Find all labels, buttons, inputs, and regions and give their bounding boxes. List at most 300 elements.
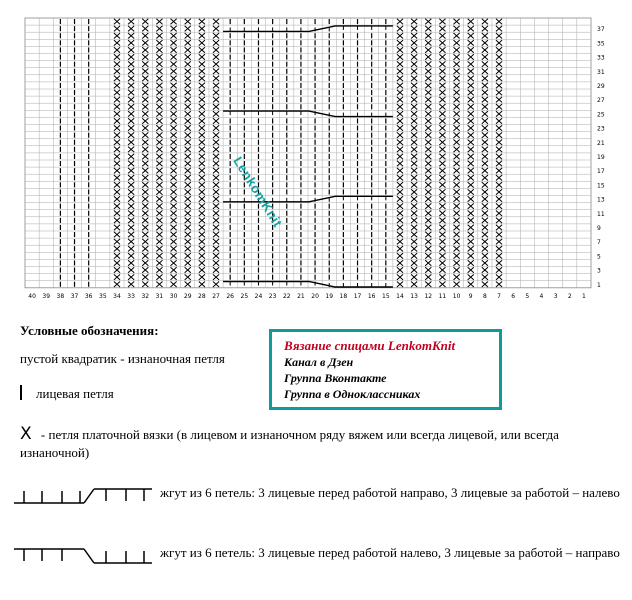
garter-stitch xyxy=(185,154,191,160)
column-number: 2 xyxy=(567,292,572,300)
garter-stitch xyxy=(171,218,177,224)
garter-stitch xyxy=(454,211,460,217)
garter-stitch xyxy=(482,54,488,60)
garter-stitch xyxy=(397,33,403,39)
garter-stitch xyxy=(171,274,177,280)
garter-stitch xyxy=(454,253,460,259)
garter-stitch xyxy=(185,61,191,67)
garter-stitch xyxy=(425,33,431,39)
garter-stitch xyxy=(114,182,120,188)
garter-stitch xyxy=(482,154,488,160)
garter-stitch xyxy=(128,274,134,280)
garter-stitch xyxy=(425,274,431,280)
garter-stitch xyxy=(156,260,162,266)
garter-stitch xyxy=(425,26,431,32)
garter-stitch xyxy=(185,182,191,188)
column-number: 24 xyxy=(254,292,263,300)
garter-stitch xyxy=(199,239,205,245)
garter-stitch xyxy=(156,147,162,153)
garter-stitch xyxy=(425,61,431,67)
garter-stitch xyxy=(482,260,488,266)
garter-stitch xyxy=(411,260,417,266)
garter-stitch xyxy=(468,246,474,252)
garter-stitch xyxy=(114,154,120,160)
garter-stitch xyxy=(185,83,191,89)
garter-stitch xyxy=(171,196,177,202)
garter-stitch xyxy=(142,260,148,266)
garter-stitch xyxy=(439,182,445,188)
garter-stitch xyxy=(397,274,403,280)
garter-stitch xyxy=(425,260,431,266)
garter-stitch xyxy=(482,118,488,124)
garter-stitch xyxy=(397,147,403,153)
legend-knit-text: лицевая петля xyxy=(36,386,114,401)
garter-stitch xyxy=(156,111,162,117)
garter-stitch xyxy=(156,140,162,146)
garter-stitch xyxy=(142,225,148,231)
garter-stitch xyxy=(496,154,502,160)
garter-stitch xyxy=(496,189,502,195)
column-number: 31 xyxy=(155,292,164,300)
garter-stitch xyxy=(185,54,191,60)
garter-stitch xyxy=(425,54,431,60)
garter-stitch xyxy=(185,246,191,252)
garter-stitch xyxy=(439,40,445,46)
garter-stitch xyxy=(142,154,148,160)
garter-stitch xyxy=(156,83,162,89)
info-box-title: Вязание спицами LenkomKnit xyxy=(284,338,456,353)
garter-stitch xyxy=(199,196,205,202)
garter-stitch xyxy=(171,232,177,238)
garter-stitch xyxy=(482,203,488,209)
garter-stitch xyxy=(213,76,219,82)
garter-stitch xyxy=(171,147,177,153)
garter-stitch xyxy=(171,111,177,117)
garter-stitch xyxy=(454,47,460,53)
garter-stitch xyxy=(199,132,205,138)
garter-stitch xyxy=(397,69,403,75)
garter-stitch xyxy=(411,211,417,217)
legend-cable-right-text: жгут из 6 петель: 3 лицевые перед работой направо, 3 лицевые за работой – налево xyxy=(160,485,620,500)
garter-stitch xyxy=(496,54,502,60)
garter-stitch xyxy=(156,232,162,238)
garter-stitch xyxy=(213,111,219,117)
garter-stitch xyxy=(142,140,148,146)
garter-stitch xyxy=(185,225,191,231)
garter-stitch xyxy=(142,76,148,82)
garter-stitch xyxy=(185,189,191,195)
garter-stitch xyxy=(482,104,488,110)
garter-stitch xyxy=(439,104,445,110)
garter-stitch xyxy=(454,168,460,174)
garter-stitch xyxy=(142,125,148,131)
garter-stitch xyxy=(171,161,177,167)
garter-stitch xyxy=(114,218,120,224)
garter-stitch xyxy=(439,175,445,181)
garter-stitch xyxy=(482,69,488,75)
garter-stitch xyxy=(114,260,120,266)
garter-stitch xyxy=(439,253,445,259)
garter-stitch xyxy=(171,203,177,209)
garter-stitch xyxy=(496,218,502,224)
garter-stitch xyxy=(411,97,417,103)
garter-stitch xyxy=(199,61,205,67)
garter-stitch xyxy=(468,26,474,32)
garter-stitch xyxy=(213,140,219,146)
info-box-line[interactable]: Группа в Одноклассниках xyxy=(284,387,421,401)
garter-stitch xyxy=(425,154,431,160)
garter-stitch xyxy=(156,125,162,131)
info-box-line[interactable]: Канал в Дзен xyxy=(284,355,354,369)
garter-stitch xyxy=(482,76,488,82)
garter-stitch xyxy=(128,218,134,224)
garter-stitch xyxy=(468,232,474,238)
garter-stitch xyxy=(128,26,134,32)
column-number: 26 xyxy=(226,292,234,300)
garter-stitch xyxy=(496,40,502,46)
column-number: 40 xyxy=(28,292,36,300)
garter-stitch xyxy=(185,140,191,146)
column-number: 36 xyxy=(84,292,93,300)
garter-stitch xyxy=(496,118,502,124)
garter-stitch xyxy=(128,111,134,117)
garter-stitch xyxy=(425,267,431,273)
garter-stitch xyxy=(468,260,474,266)
column-number: 38 xyxy=(56,292,65,300)
garter-stitch xyxy=(454,282,460,288)
row-number: 7 xyxy=(597,239,601,247)
garter-stitch xyxy=(397,260,403,266)
garter-stitch xyxy=(454,189,460,195)
garter-stitch xyxy=(439,61,445,67)
garter-stitch xyxy=(468,118,474,124)
garter-stitch xyxy=(142,282,148,288)
garter-stitch xyxy=(397,161,403,167)
garter-stitch xyxy=(482,218,488,224)
garter-stitch xyxy=(411,246,417,252)
garter-stitch xyxy=(411,47,417,53)
garter-stitch xyxy=(142,54,148,60)
garter-stitch xyxy=(439,69,445,75)
row-number: 5 xyxy=(597,253,601,261)
garter-stitch xyxy=(439,282,445,288)
garter-stitch xyxy=(482,182,488,188)
garter-stitch xyxy=(468,189,474,195)
garter-stitch xyxy=(156,225,162,231)
garter-stitch xyxy=(468,168,474,174)
garter-stitch xyxy=(482,211,488,217)
garter-stitch xyxy=(496,182,502,188)
garter-stitch xyxy=(496,253,502,259)
column-number: 20 xyxy=(311,292,319,300)
garter-stitch xyxy=(496,239,502,245)
garter-stitch xyxy=(468,267,474,273)
garter-stitch xyxy=(114,140,120,146)
garter-stitch xyxy=(454,182,460,188)
garter-stitch xyxy=(468,33,474,39)
garter-stitch xyxy=(482,140,488,146)
garter-stitch xyxy=(454,104,460,110)
garter-stitch xyxy=(142,47,148,53)
garter-stitch xyxy=(114,54,120,60)
garter-stitch xyxy=(199,225,205,231)
garter-stitch xyxy=(142,246,148,252)
garter-stitch xyxy=(425,19,431,25)
garter-stitch xyxy=(171,125,177,131)
garter-stitch xyxy=(482,232,488,238)
legend-empty-square: пустой квадратик - изнаночная петля xyxy=(20,351,225,366)
garter-stitch xyxy=(213,40,219,46)
garter-stitch xyxy=(454,54,460,60)
garter-stitch xyxy=(468,274,474,280)
garter-stitch xyxy=(468,54,474,60)
garter-stitch xyxy=(128,161,134,167)
garter-stitch xyxy=(496,267,502,273)
garter-stitch xyxy=(199,211,205,217)
garter-stitch xyxy=(397,61,403,67)
garter-stitch xyxy=(185,218,191,224)
garter-stitch xyxy=(397,218,403,224)
column-number: 1 xyxy=(582,292,586,300)
garter-stitch xyxy=(496,19,502,25)
garter-stitch xyxy=(397,19,403,25)
garter-stitch xyxy=(496,83,502,89)
garter-stitch xyxy=(156,253,162,259)
garter-stitch xyxy=(411,203,417,209)
column-number: 39 xyxy=(42,292,51,300)
garter-stitch xyxy=(397,111,403,117)
garter-stitch xyxy=(199,260,205,266)
garter-stitch xyxy=(482,239,488,245)
column-number: 3 xyxy=(553,292,558,300)
garter-stitch xyxy=(171,47,177,53)
column-number: 18 xyxy=(339,292,348,300)
garter-stitch xyxy=(199,282,205,288)
garter-stitch xyxy=(199,83,205,89)
garter-stitch xyxy=(142,189,148,195)
garter-stitch xyxy=(397,125,403,131)
garter-stitch xyxy=(468,175,474,181)
garter-stitch xyxy=(114,118,120,124)
garter-stitch xyxy=(171,54,177,60)
garter-stitch xyxy=(213,33,219,39)
garter-stitch xyxy=(213,97,219,103)
garter-stitch xyxy=(213,282,219,288)
garter-stitch xyxy=(425,140,431,146)
garter-stitch xyxy=(185,253,191,259)
garter-stitch xyxy=(397,132,403,138)
garter-stitch xyxy=(114,40,120,46)
garter-stitch xyxy=(425,90,431,96)
garter-stitch xyxy=(439,218,445,224)
garter-stitch xyxy=(213,154,219,160)
garter-stitch xyxy=(171,33,177,39)
garter-stitch xyxy=(185,274,191,280)
garter-stitch xyxy=(128,104,134,110)
garter-stitch xyxy=(496,147,502,153)
garter-stitch xyxy=(128,154,134,160)
garter-stitch xyxy=(425,239,431,245)
garter-stitch xyxy=(468,253,474,259)
garter-stitch xyxy=(213,168,219,174)
garter-stitch xyxy=(213,196,219,202)
garter-stitch xyxy=(185,203,191,209)
garter-stitch xyxy=(496,260,502,266)
garter-stitch xyxy=(496,69,502,75)
garter-stitch xyxy=(397,90,403,96)
garter-stitch xyxy=(114,97,120,103)
column-number: 28 xyxy=(198,292,206,300)
garter-stitch xyxy=(114,61,120,67)
garter-stitch xyxy=(114,253,120,259)
garter-stitch xyxy=(468,40,474,46)
row-number: 21 xyxy=(597,139,605,147)
column-number: 19 xyxy=(325,292,334,300)
garter-stitch xyxy=(128,33,134,39)
garter-stitch xyxy=(171,26,177,32)
garter-stitch xyxy=(213,246,219,252)
garter-stitch xyxy=(114,83,120,89)
garter-stitch xyxy=(142,274,148,280)
garter-stitch xyxy=(482,246,488,252)
column-number: 14 xyxy=(396,292,404,300)
column-number: 32 xyxy=(141,292,150,300)
garter-stitch xyxy=(185,104,191,110)
column-number: 7 xyxy=(497,292,501,300)
garter-stitch xyxy=(185,211,191,217)
garter-stitch xyxy=(496,175,502,181)
garter-stitch xyxy=(213,189,219,195)
garter-stitch xyxy=(213,232,219,238)
garter-stitch xyxy=(213,83,219,89)
legend-cable-left xyxy=(12,544,620,566)
garter-stitch xyxy=(213,175,219,181)
garter-stitch xyxy=(213,218,219,224)
garter-stitch xyxy=(439,196,445,202)
row-number: 11 xyxy=(597,210,605,218)
garter-stitch xyxy=(496,246,502,252)
garter-stitch xyxy=(425,47,431,53)
garter-stitch xyxy=(411,182,417,188)
garter-stitch xyxy=(439,83,445,89)
garter-stitch xyxy=(439,239,445,245)
legend-title: Условные обозначения: xyxy=(20,323,159,338)
garter-stitch xyxy=(213,182,219,188)
garter-stitch xyxy=(171,260,177,266)
garter-stitch xyxy=(128,267,134,273)
garter-stitch xyxy=(439,132,445,138)
garter-stitch xyxy=(128,132,134,138)
garter-stitch xyxy=(142,168,148,174)
garter-stitch xyxy=(454,125,460,131)
garter-stitch xyxy=(171,267,177,273)
garter-stitch xyxy=(156,154,162,160)
row-number: 29 xyxy=(597,83,605,90)
garter-stitch xyxy=(482,40,488,46)
garter-stitch xyxy=(454,218,460,224)
garter-stitch xyxy=(142,97,148,103)
garter-stitch xyxy=(411,267,417,273)
garter-stitch xyxy=(213,211,219,217)
garter-stitch xyxy=(425,125,431,131)
garter-stitch xyxy=(128,253,134,259)
garter-stitch xyxy=(411,168,417,174)
garter-stitch xyxy=(496,26,502,32)
garter-stitch xyxy=(114,203,120,209)
garter-stitch xyxy=(171,118,177,124)
garter-stitch xyxy=(128,54,134,60)
garter-stitch xyxy=(496,196,502,202)
garter-stitch xyxy=(454,33,460,39)
garter-stitch xyxy=(454,203,460,209)
garter-stitch xyxy=(439,147,445,153)
garter-stitch xyxy=(411,69,417,75)
row-number: 27 xyxy=(597,97,605,105)
garter-stitch xyxy=(425,282,431,288)
garter-stitch xyxy=(185,175,191,181)
garter-stitch xyxy=(454,147,460,153)
garter-stitch xyxy=(397,203,403,209)
column-number: 21 xyxy=(297,292,305,300)
garter-stitch xyxy=(468,147,474,153)
garter-stitch xyxy=(156,218,162,224)
garter-stitch xyxy=(114,147,120,153)
garter-stitch xyxy=(425,211,431,217)
garter-stitch xyxy=(482,161,488,167)
garter-stitch xyxy=(397,40,403,46)
garter-stitch xyxy=(156,47,162,53)
garter-stitch xyxy=(199,26,205,32)
garter-stitch xyxy=(213,147,219,153)
garter-stitch xyxy=(425,182,431,188)
garter-stitch xyxy=(199,154,205,160)
garter-stitch xyxy=(142,211,148,217)
garter-stitch xyxy=(185,111,191,117)
garter-stitch xyxy=(496,140,502,146)
garter-stitch xyxy=(439,189,445,195)
garter-stitch xyxy=(185,40,191,46)
garter-stitch xyxy=(439,54,445,60)
garter-stitch xyxy=(142,69,148,75)
garter-stitch xyxy=(171,239,177,245)
garter-stitch xyxy=(425,175,431,181)
garter-stitch xyxy=(397,175,403,181)
garter-stitch xyxy=(482,253,488,259)
garter-stitch xyxy=(482,225,488,231)
garter-stitch xyxy=(114,90,120,96)
column-number: 10 xyxy=(452,292,461,300)
garter-stitch xyxy=(496,90,502,96)
garter-stitch xyxy=(454,246,460,252)
garter-stitch xyxy=(171,76,177,82)
column-number: 9 xyxy=(468,292,473,300)
garter-stitch xyxy=(482,26,488,32)
info-box-line[interactable]: Группа Вконтакте xyxy=(284,371,387,385)
column-number: 29 xyxy=(183,292,192,300)
garter-stitch xyxy=(142,232,148,238)
garter-stitch xyxy=(185,76,191,82)
garter-stitch xyxy=(411,118,417,124)
garter-stitch xyxy=(468,76,474,82)
garter-stitch xyxy=(128,83,134,89)
column-number: 13 xyxy=(410,292,418,300)
garter-stitch xyxy=(114,111,120,117)
garter-stitch xyxy=(171,225,177,231)
garter-stitch xyxy=(171,253,177,259)
watermark: LenkomKnit xyxy=(230,154,286,230)
garter-stitch xyxy=(199,267,205,273)
garter-stitch xyxy=(185,196,191,202)
